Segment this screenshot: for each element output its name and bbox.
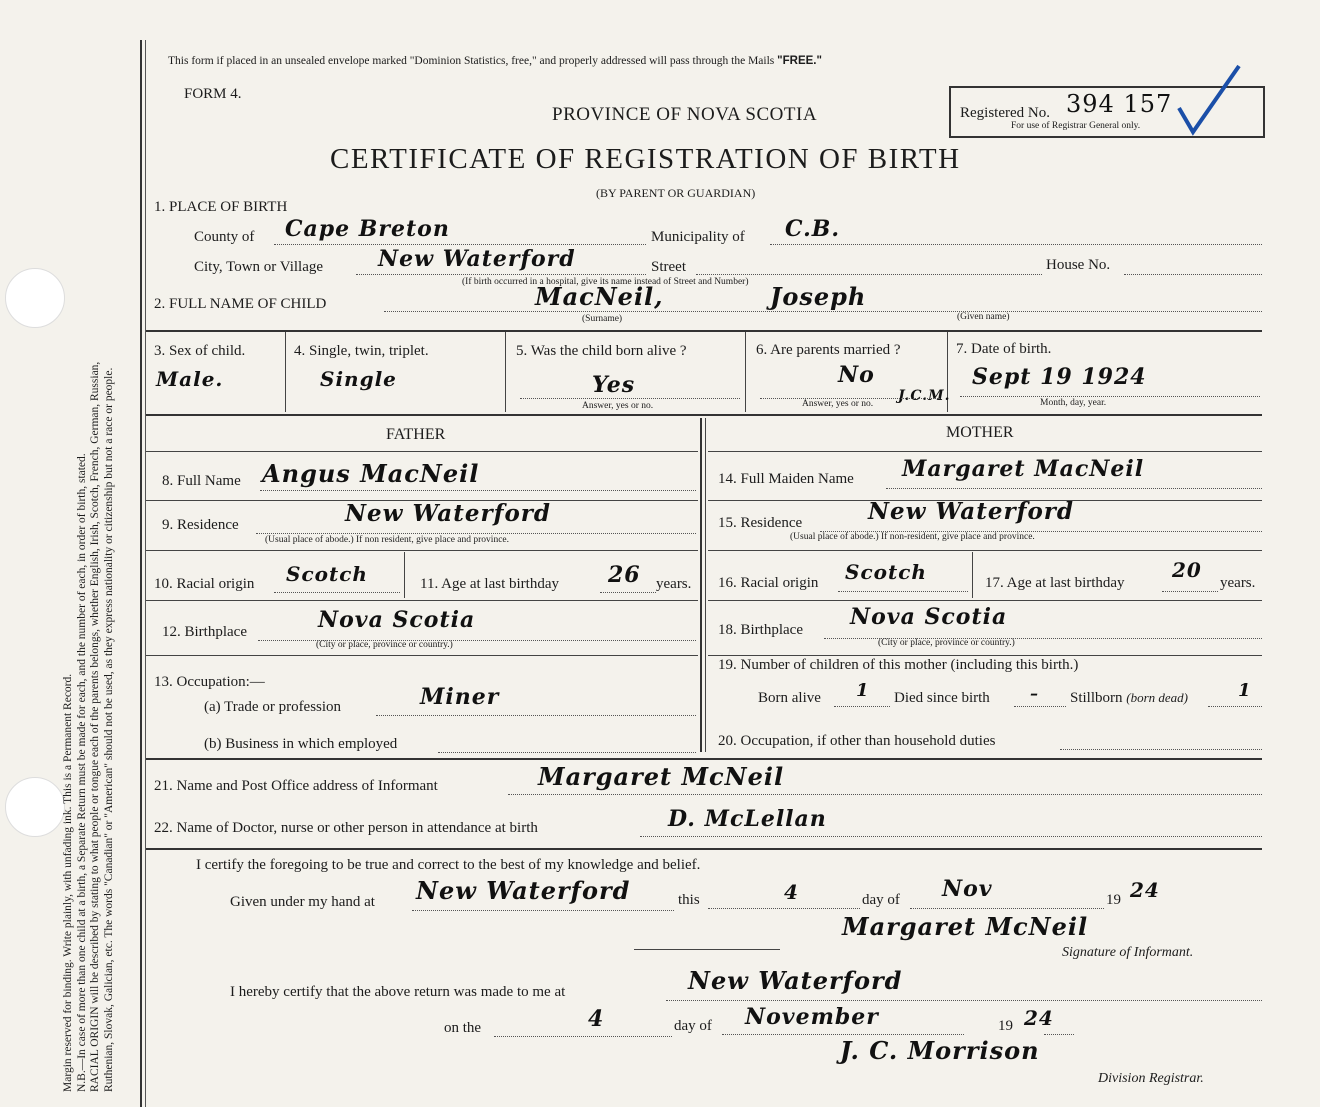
father-occupation-label: 13. Occupation:— (154, 674, 265, 690)
certificate-title: CERTIFICATE OF REGISTRATION OF BIRTH (330, 143, 961, 175)
sex-value: Male. (156, 367, 224, 391)
father-racial-value: Scotch (286, 562, 368, 586)
mother-racial-value: Scotch (845, 560, 927, 584)
informant-label: 21. Name and Post Office address of Informant (154, 778, 438, 794)
stillborn-label: Stillborn (born dead) (1070, 690, 1189, 706)
born-alive-count-label: Born alive (758, 690, 821, 706)
this-day-value: 4 (784, 880, 799, 904)
year-prefix-2: 19 (998, 1018, 1013, 1034)
single-twin-value: Single (320, 367, 397, 391)
registrar-place-value: New Waterford (688, 966, 903, 995)
registrar-caption: Division Registrar. (1098, 1071, 1204, 1086)
father-age-unit: years. (656, 576, 692, 592)
father-birthplace-value: Nova Scotia (318, 607, 476, 633)
mother-birthplace-caption: (City or place, province or country.) (878, 638, 1015, 648)
mother-age-value: 20 (1172, 558, 1202, 582)
year-value-2: 24 (1024, 1006, 1054, 1030)
mother-residence-label: 15. Residence (718, 515, 803, 531)
father-residence-value: New Waterford (345, 500, 552, 527)
binding-hole-bottom (5, 777, 65, 837)
given-label: Given under my hand at (230, 894, 375, 910)
registrar-note: For use of Registrar General only. (1011, 121, 1141, 131)
father-name-label: 8. Full Name (162, 473, 241, 489)
form-number: FORM 4. (184, 86, 242, 102)
date-of-birth-value: Sept 19 1924 (972, 364, 1147, 390)
father-age-value: 26 (608, 562, 641, 588)
registered-label: Registered No. (960, 105, 1050, 121)
mail-notice: This form if placed in an unsealed envelope marked "Dominion Statistics, free," and properly addressed will pass through the Mails "FREE." (168, 55, 822, 67)
born-alive-label: 5. Was the child born alive ? (516, 343, 687, 359)
given-place-value: New Waterford (416, 876, 631, 905)
died-since-birth-value: – (1030, 684, 1039, 703)
signature-caption: Signature of Informant. (1062, 945, 1194, 960)
trade-value: Miner (420, 684, 500, 710)
date-of-birth-label: 7. Date of birth. (956, 341, 1052, 357)
margin-instructions: Margin reserved for binding. Write plainly, with unfading ink. This is a Permanent Record. N.B.—In case of more than one child at a birth, a Separate Return must be made for each, and the number of each, in order of birth, stated. RACIAL ORIGIN will be described by stating to what people or tongue each of the parents belongs, whether English, Irish, Scotch, French, German, Russian, Ruthenian, Slovak, Galician, etc. The words "Canadian" or "American" should not be used, as they express nationality or citizenship but not a race or people. (62, 361, 115, 1092)
doctor-label: 22. Name of Doctor, nurse or other person in attendance at birth (154, 820, 538, 836)
county-value: Cape Breton (285, 216, 450, 242)
child-name-label: 2. FULL NAME OF CHILD (154, 296, 327, 312)
month-value-2: November (745, 1004, 879, 1030)
date-of-birth-caption: Month, day, year. (1040, 398, 1107, 408)
house-number-label: House No. (1046, 257, 1111, 273)
registrar-signature: J. C. Morrison (840, 1036, 1040, 1065)
parents-married-caption: Answer, yes or no. (802, 399, 874, 409)
parents-married-initials: J.C.M. (898, 388, 951, 404)
mother-occupation-label: 20. Occupation, if other than household duties (718, 733, 996, 749)
father-racial-label: 10. Racial origin (154, 576, 255, 592)
father-name-value: Angus MacNeil (262, 459, 480, 488)
single-twin-label: 4. Single, twin, triplet. (294, 343, 429, 359)
city-label: City, Town or Village (194, 259, 324, 275)
month-value: Nov (942, 876, 993, 902)
stillborn-value: 1 (1238, 680, 1252, 701)
mother-heading: MOTHER (946, 424, 1014, 441)
municipality-value: C.B. (785, 216, 841, 242)
father-birthplace-caption: (City or place, province or country.) (316, 640, 453, 650)
on-the-label: on the (444, 1020, 482, 1036)
father-age-label: 11. Age at last birthday (420, 576, 559, 592)
margin-rule (140, 40, 142, 1107)
mother-age-unit: years. (1220, 575, 1256, 591)
child-surname: MacNeil, (535, 282, 664, 311)
trade-label: (a) Trade or profession (204, 699, 342, 715)
hospital-note: (If birth occurred in a hospital, give its name instead of Street and Number) (462, 277, 749, 287)
informant-signature: Margaret McNeil (842, 912, 1089, 941)
doctor-value: D. McLellan (668, 806, 827, 832)
children-count-label: 19. Number of children of this mother (including this birth.) (718, 657, 1079, 673)
father-residence-label: 9. Residence (162, 517, 239, 533)
city-value: New Waterford (378, 246, 576, 272)
business-label: (b) Business in which employed (204, 736, 398, 752)
certify-statement: I certify the foregoing to be true and correct to the best of my knowledge and belief. (196, 857, 701, 873)
mother-racial-label: 16. Racial origin (718, 575, 819, 591)
margin-rule-inner (145, 40, 146, 1107)
year-prefix: 19 (1106, 892, 1121, 908)
divider (146, 330, 1262, 332)
municipality-label: Municipality of (651, 229, 745, 245)
mother-name-value: Margaret MacNeil (902, 456, 1145, 482)
registered-number: 394 157 (1066, 90, 1173, 118)
signature-line-left (634, 949, 780, 950)
certificate-subtitle: (BY PARENT OR GUARDIAN) (596, 186, 756, 200)
father-residence-caption: (Usual place of abode.) If non resident, give place and province. (265, 535, 509, 545)
died-since-birth-label: Died since birth (894, 690, 990, 706)
province-heading: PROVINCE OF NOVA SCOTIA (552, 104, 818, 125)
mother-name-label: 14. Full Maiden Name (718, 471, 854, 487)
given-name-caption: (Given name) (957, 312, 1010, 322)
mother-residence-value: New Waterford (868, 498, 1075, 525)
born-alive-caption: Answer, yes or no. (582, 401, 654, 411)
mother-age-label: 17. Age at last birthday (985, 575, 1125, 591)
day-of-label-2: day of (674, 1018, 712, 1034)
on-the-day-value: 4 (588, 1006, 605, 1032)
parents-married-label: 6. Are parents married ? (756, 342, 901, 358)
county-label: County of (194, 229, 255, 245)
born-alive-value: Yes (592, 372, 636, 398)
mother-residence-caption: (Usual place of abode.) If non-resident, give place and province. (790, 532, 1035, 542)
mother-birthplace-label: 18. Birthplace (718, 622, 803, 638)
sex-label: 3. Sex of child. (154, 343, 246, 359)
day-of-label: day of (862, 892, 900, 908)
informant-value: Margaret McNeil (538, 762, 785, 791)
father-heading: FATHER (386, 426, 446, 443)
checkmark-icon (1175, 62, 1245, 152)
parents-married-value: No (838, 362, 875, 388)
year-value: 24 (1130, 878, 1160, 902)
binding-hole-top (5, 268, 65, 328)
street-label: Street (651, 259, 686, 275)
place-of-birth-heading: 1. PLACE OF BIRTH (154, 199, 288, 215)
father-birthplace-label: 12. Birthplace (162, 624, 247, 640)
child-given-name: Joseph (770, 282, 867, 311)
surname-caption: (Surname) (582, 314, 623, 324)
mother-birthplace-value: Nova Scotia (850, 604, 1008, 630)
registrar-statement: I hereby certify that the above return was made to me at (230, 984, 566, 1000)
this-label: this (678, 892, 700, 908)
born-alive-count-value: 1 (856, 680, 870, 701)
